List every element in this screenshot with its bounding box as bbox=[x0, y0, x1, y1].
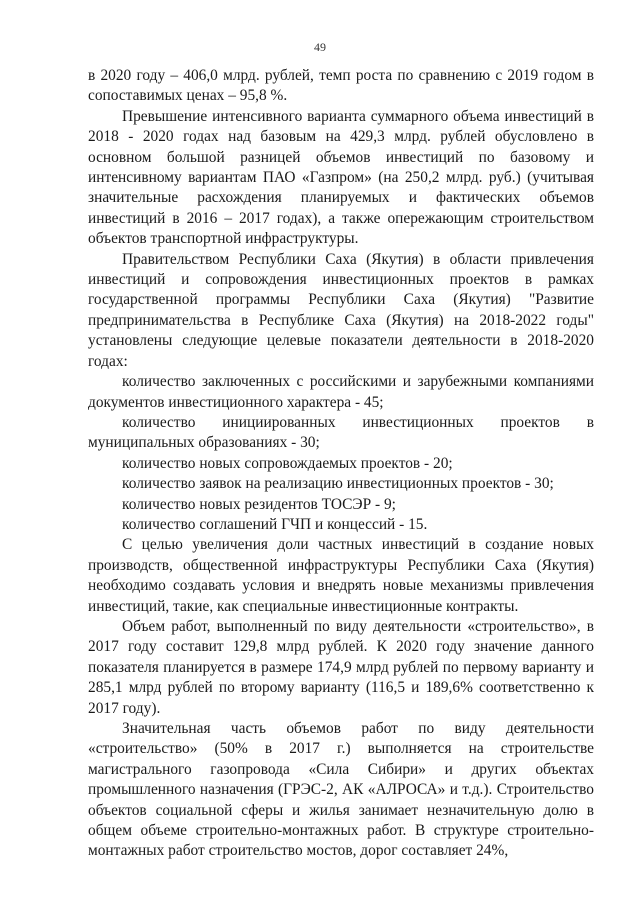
list-item-supported-projects: количество новых сопровождаемых проектов - 20; bbox=[122, 454, 453, 472]
list-item-tosed-residents: количество новых резидентов ТОСЭР - 9; bbox=[122, 495, 396, 513]
paragraph-construction-volume: Объем работ, выполненный по виду деятельности «строительство», в 2017 году составит 129,8 млрд рублей. К 2020 году значение данного показателя планируется в размере 174,9 млрд рублей по первому варианту и 285,1 млрд рублей по второму варианту (116,5 и 189,6% соответственно к 2017 году). bbox=[88, 617, 594, 717]
list-item-applications: количество заявок на реализацию инвестиционных проектов - 30; bbox=[122, 475, 554, 493]
paragraph-government-targets: Правительством Республики Саха (Якутия) в области привлечения инвестиций и сопровождения инвестиционных проектов в рамках государственной программы Республики Саха (Якутия) "Развитие предпринимательства в Республике Саха (Якутия) на 2018-2022 годы" установлены следующие целевые показатели деятельности в 2018-2020 годах: bbox=[88, 250, 594, 370]
document-body bbox=[88, 66, 594, 862]
page-number: 49 bbox=[314, 40, 326, 54]
list-item-initiated-projects: количество инициированных инвестиционных проектов в муниципальных образованиях - 30; bbox=[88, 413, 594, 452]
paragraph-investment-2020: в 2020 году – 406,0 млрд. рублей, темп роста по сравнению с 2019 годом в сопоставимых ценах – 95,8 %. bbox=[88, 67, 594, 105]
paragraph-intensive-variant: Превышение интенсивного варианта суммарного объема инвестиций в 2018 - 2020 годах над базовым на 429,3 млрд. рублей обусловлено в основном большой разницей объемов инвестиций по базовому и интенсивному вариантам ПАО «Газпром» (на 250,2 млрд. руб.) (учитывая значительные расхождения планируемых и фактических объемов инвестиций в 2016 – 2017 годах), а также опережающим строительством объектов транспортной инфраструктуры. bbox=[88, 107, 594, 248]
paragraph-private-investment: С целью увеличения доли частных инвестиций в создание новых производств, общественной инфраструктуры Республики Саха (Якутия) необходимо создавать условия и внедрять новые механизмы привлечения инвестиций, такие, как специальные инвестиционные контракты. bbox=[88, 536, 594, 615]
list-item-ppp-agreements: количество соглашений ГЧП и концессий - 15. bbox=[122, 515, 428, 533]
list-item-agreements: количество заключенных с российскими и зарубежными компаниями документов инвестиционного характера - 45; bbox=[88, 373, 594, 411]
paragraph-construction-structure: Значительная часть объемов работ по виду деятельности «строительство» (50% в 2017 г.) выполняется на строительстве магистрального газопровода «Сила Сибири» и других объектах промышленного назначения (ГРЭС-2, АК «АЛРОСА» и т.д.). Строительство объектов социальной сферы и жилья занимает незначительную долю в общем объеме строительно-монтажных работ. В структуре строительно-монтажных работ строительство мостов, дорог составляет 24%, bbox=[88, 720, 594, 860]
